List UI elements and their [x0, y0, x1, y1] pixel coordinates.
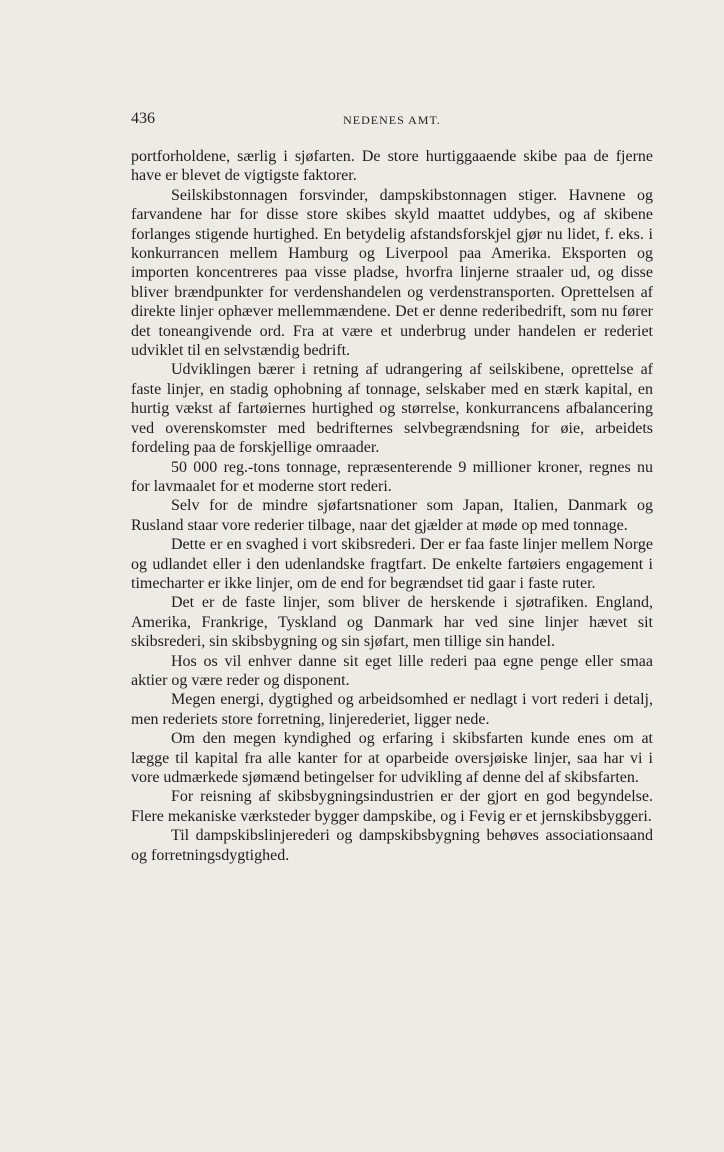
paragraph: For reisning af skibsbygningsindustrien er der gjort en god begyndelse. Flere mekaniske værksteder bygger dampskibe, og i Fevig er et jernskibsbyggeri. [131, 788, 653, 825]
paragraph: Det er de faste linjer, som bliver de herskende i sjøtrafiken. England, Amerika, Frankrige, Tyskland og Danmark har ved sine linjer hævet sit skibsrederi, sin skibsbygning og sin sjøfart, men tillige sin handel. [131, 594, 653, 651]
paragraph: Megen energi, dygtighed og arbeidsomhed er nedlagt i vort rederi i detalj, men rederiets store forretning, linjerederiet, ligger nede. [131, 691, 653, 728]
paragraph: Hos os vil enhver danne sit eget lille rederi paa egne penge eller smaa aktier og være reder og disponent. [131, 652, 653, 689]
running-head: NEDENES AMT. [343, 113, 441, 127]
paragraph: Udviklingen bærer i retning af udrangering af seilskibene, oprettelse af faste linjer, en stadig ophobning af tonnage, selskaber med en stærk kapital, en hurtig vækst af fartøiernes hurtighed og størrelse, konkurrancens afbalancering ved overenskomster med bedrifternes selvbegrændsning for øie, arbeidets fordeling paa de forskjellige omraader. [131, 361, 653, 457]
paragraph: Dette er en svaghed i vort skibsrederi. Der er faa faste linjer mellem Norge og udlandet eller i den udenlandske fragtfart. De enkelte fartøiers engagement i timecharter er ikke linjer, om de end for begrændset tid gaar i faste ruter. [131, 536, 653, 592]
paragraph-continued: portforholdene, særlig i sjøfarten. De store hurtiggaaende skibe paa de fjerne have er blevet de vigtigste faktorer. [131, 148, 653, 185]
paragraph: 50 000 reg.-tons tonnage, repræsenterende 9 millioner kroner, regnes nu for lavmaalet for et moderne stort rederi. [131, 458, 653, 495]
paragraph: Selv for de mindre sjøfartsnationer som Japan, Italien, Danmark og Rusland staar vore rederier tilbage, naar det gjælder at møde op med tonnage. [131, 497, 653, 534]
page-number: 436 [131, 110, 155, 127]
page-header [131, 110, 653, 132]
paragraph: Til dampskibslinjerederi og dampskibsbygning behøves associationsaand og forretningsdygtighed. [131, 827, 653, 864]
body-text [131, 147, 653, 865]
paragraph: Seilskibstonnagen forsvinder, dampskibstonnagen stiger. Havnene og farvandene har for disse store skibes skyld maattet uddybes, og af skibene forlanges stigende hurtighed. En betydelig afstandsforskjel gjør nu lidet, f. eks. i konkurrancen mellem Hamburg og Liverpool paa Amerika. Eksporten og importen koncentreres paa visse pladse, hvorfra linjerne straaler ud, og disse bliver brændpunkter for verdenshandelen og verdenstransporten. Oprettelsen af direkte linjer ophæver mellemmændene. Det er denne rederibedrift, som nu fører det toneangivende ord. Fra at være et underbrug under handelen er rederiet udviklet til en selvstændig bedrift. [131, 186, 653, 360]
paragraph: Om den megen kyndighed og erfaring i skibsfarten kunde enes om at lægge til kapital fra alle kanter for at oparbeide oversjøiske linjer, saa har vi i vore udmærkede sjømænd betingelser for udvikling af denne del af skibsfarten. [131, 730, 653, 786]
